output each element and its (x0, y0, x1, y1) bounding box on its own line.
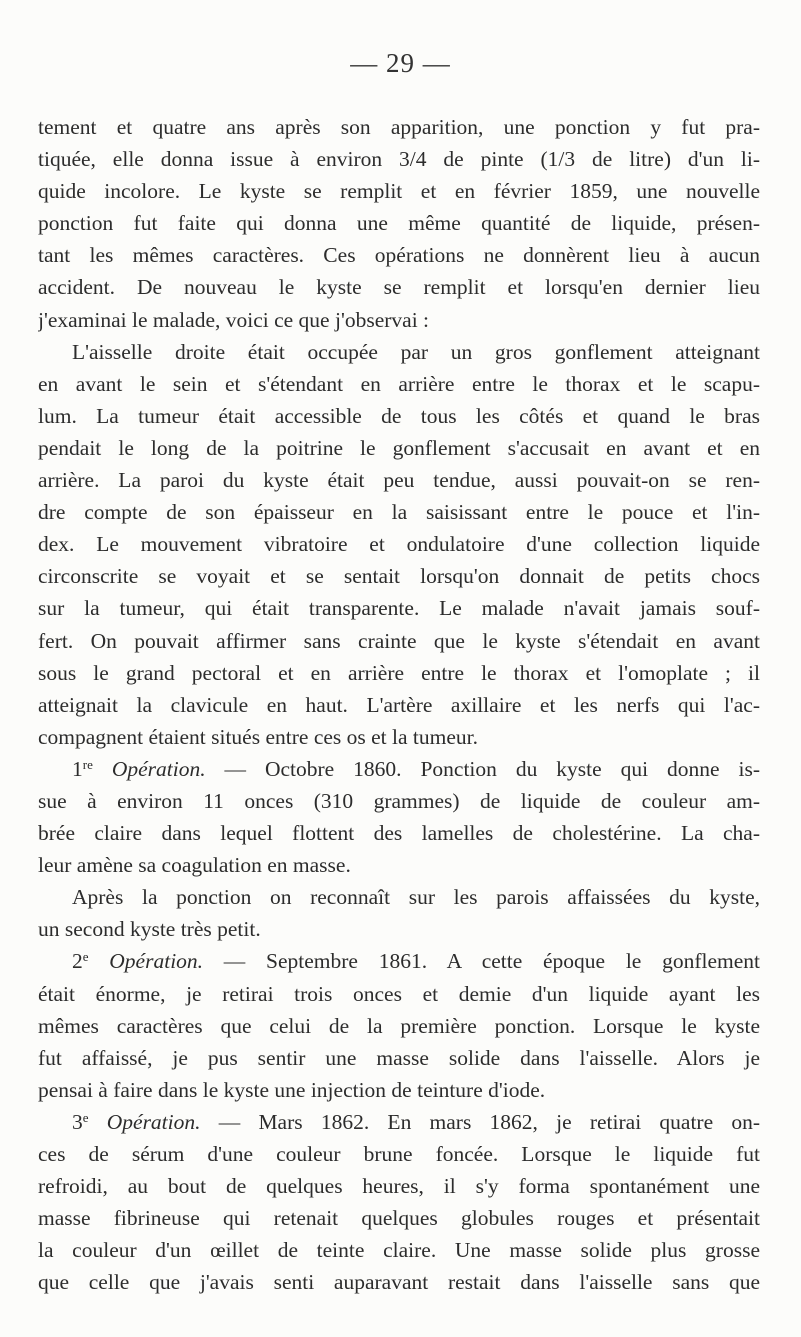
text-line: masse fibrineuse qui retenait quelques globules rouges et présentait (38, 1206, 760, 1231)
text-line: tement et quatre ans après son apparition, une ponction y fut pra- (38, 115, 760, 139)
text-line: mêmes caractères que celui de la première ponction. Lorsque le kyste (38, 1013, 760, 1038)
text-line: leur amène sa coagulation en masse. (38, 853, 351, 878)
page-number: — 29 — (350, 48, 451, 78)
operation-line-rest: — Septembre 1861. A cette époque le gonflement (203, 949, 760, 974)
text-line: un second kyste très petit. (38, 917, 261, 942)
text-line: j'examinai le malade, voici ce que j'observai : (38, 307, 430, 332)
operation-title: Opération. (111, 756, 206, 781)
text-line: ces de sérum d'une couleur brune foncée. Lorsque le liquide fut (38, 1142, 760, 1166)
operation-number: 2 (72, 949, 83, 974)
text-line: était énorme, je retirai trois onces et demie d'un liquide ayant les (38, 981, 760, 1006)
text-line: pensai à faire dans le kyste une injection de teinture d'iode. (38, 1077, 546, 1102)
text-line: en avant le sein et s'étendant en arrière entre le thorax et le scapu- (38, 371, 760, 396)
operation-1-heading-line (38, 753, 760, 785)
text-line: quide incolore. Le kyste se remplit et en février 1859, une nouvelle (38, 179, 760, 204)
operation-title: Opération. (109, 949, 204, 974)
text-line: lum. La tumeur était accessible de tous les côtés et quand le bras (38, 403, 760, 428)
text-line: la couleur d'un œillet de teinte claire. Une masse solide plus grosse (38, 1238, 760, 1263)
text-line: pendait le long de la poitrine le gonflement s'accusait en avant et en (38, 435, 760, 460)
text-line: dre compte de son épaisseur en la saisissant entre le pouce et l'in- (38, 500, 760, 525)
body-text (38, 111, 760, 1298)
text-line: atteignait la clavicule en haut. L'artère axillaire et les nerfs qui l'ac- (38, 692, 760, 717)
text-line: sue à environ 11 onces (310 grammes) de liquide de couleur am- (38, 788, 760, 813)
text-line: sur la tumeur, qui était transparente. Le malade n'avait jamais souf- (38, 596, 760, 621)
text-line: tant les mêmes caractères. Ces opérations ne donnèrent lieu à aucun (38, 243, 760, 268)
text-line: refroidi, au bout de quelques heures, il s'y forma spontanément une (38, 1174, 760, 1199)
text-line: L'aisselle droite était occupée par un gros gonflement atteignant (72, 339, 760, 364)
text-line: fert. On pouvait affirmer sans crainte que le kyste s'étendait en avant (38, 628, 760, 653)
text-line: accident. De nouveau le kyste se remplit et lorsqu'en dernier lieu (38, 275, 760, 300)
ordinal-suffix: re (82, 756, 93, 772)
ordinal-suffix: e (82, 1109, 89, 1125)
text-line: compagnent étaient situés entre ces os et la tumeur. (38, 724, 479, 749)
text-line: Après la ponction on reconnaît sur les parois affaissées du kyste, (72, 885, 760, 910)
text-line: que celle que j'avais senti auparavant restait dans l'aisselle sans que (38, 1270, 760, 1295)
ordinal-suffix: e (82, 949, 89, 965)
text-line: arrière. La paroi du kyste était peu tendue, aussi pouvait-on se ren- (38, 468, 760, 493)
operation-line-rest: — Octobre 1860. Ponction du kyste qui donne is- (205, 756, 760, 781)
operation-title: Opération. (106, 1109, 201, 1134)
text-line: circonscrite se voyait et se sentait lorsqu'on donnait de petits chocs (38, 564, 760, 589)
text-line: fut affaissé, je pus sentir une masse solide dans l'aisselle. Alors je (38, 1045, 760, 1070)
operation-2-heading-line (38, 945, 760, 977)
text-line: brée claire dans lequel flottent des lamelles de cholestérine. La cha- (38, 821, 760, 846)
operation-number: 1 (72, 756, 83, 781)
operation-3-heading-line (38, 1106, 760, 1138)
text-line: sous le grand pectoral et en arrière entre le thorax et l'omoplate ; il (38, 660, 760, 685)
text-line: dex. Le mouvement vibratoire et ondulatoire d'une collection liquide (38, 532, 760, 557)
text-line: tiquée, elle donna issue à environ 3/4 de pinte (1/3 de litre) d'un li- (38, 147, 760, 172)
text-line: ponction fut faite qui donna une même quantité de liquide, présen- (38, 211, 760, 236)
operation-number: 3 (72, 1109, 83, 1134)
operation-line-rest: — Mars 1862. En mars 1862, je retirai quatre on- (200, 1109, 760, 1134)
